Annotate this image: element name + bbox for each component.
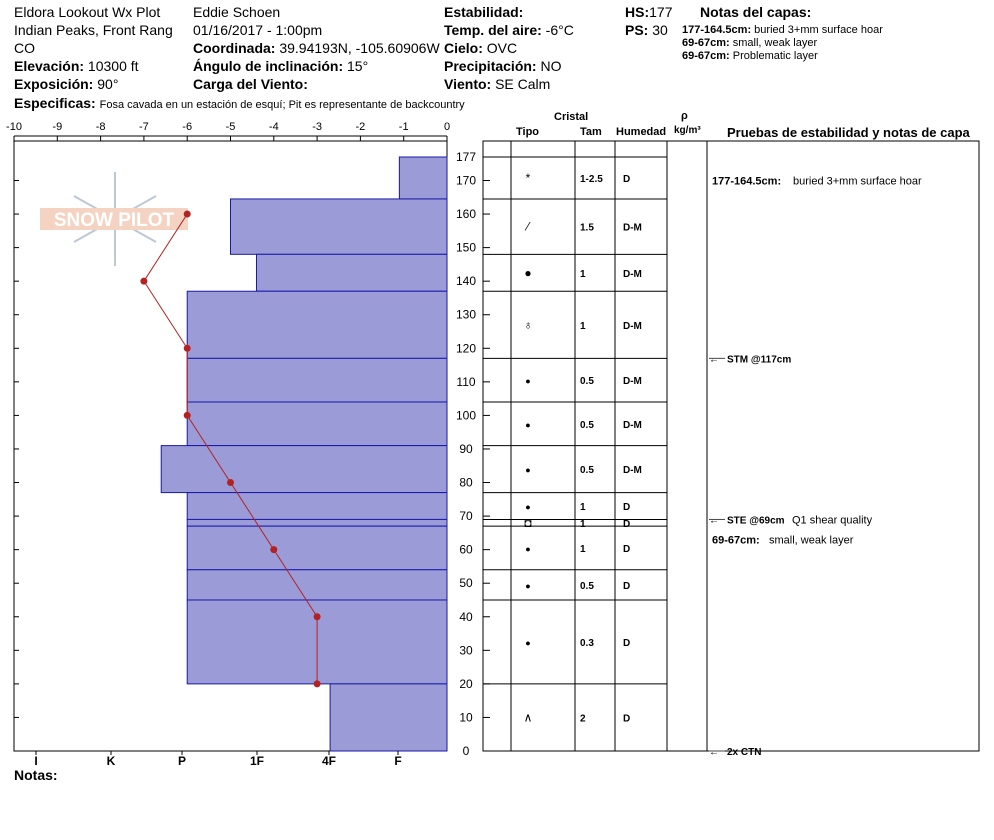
- precip-particle-icon: *: [525, 170, 531, 185]
- depth-tick-label: 50: [459, 576, 473, 591]
- col-humedad: Humedad: [616, 126, 667, 138]
- datetime: 01/16/2017 - 1:00pm: [193, 22, 323, 38]
- col-tests: Pruebas de estabilidad y notas de capa: [727, 125, 970, 140]
- depth-hoar-icon: ∧: [523, 710, 533, 725]
- snowpilot-logo: [40, 172, 188, 266]
- hardness-label: P: [177, 754, 187, 768]
- layer-size: 1: [580, 320, 586, 332]
- stability-label: Estabilidad:: [444, 4, 524, 20]
- hardness-label: F: [394, 754, 402, 768]
- col-tam: Tam: [580, 126, 602, 138]
- temperature-point: [270, 546, 277, 553]
- layer-bar: [161, 446, 447, 493]
- air-temp-row: Temp. del aire: -6°C: [444, 22, 574, 38]
- depth-tick-label: 120: [455, 341, 477, 356]
- depth-tick-label: 0: [462, 744, 470, 758]
- temperature-point: [184, 345, 191, 352]
- layer-row: [524, 318, 642, 332]
- layer-moisture: D: [623, 518, 631, 530]
- layer-size: 1: [580, 268, 586, 280]
- depth-tick-label: 130: [455, 307, 477, 322]
- temp-tick-label: -1: [398, 121, 409, 133]
- temp-tick-label: -8: [95, 121, 106, 133]
- layer-size: 1-2.5: [580, 173, 603, 185]
- rounded-grain-icon: ●: [525, 502, 531, 513]
- layer-moisture: D: [623, 502, 631, 514]
- specifics-row: Especificas: Fosa cavada en un estación de esquí; Pit es representante de backcountry: [14, 95, 465, 111]
- rounded-grain-icon: ●: [525, 376, 531, 387]
- layer-note-value: buried 3+mm surface hoar: [793, 175, 922, 188]
- col-cristal: Cristal: [554, 111, 589, 123]
- col-density-unit: kg/m³: [674, 125, 701, 136]
- layer-bar: [187, 358, 447, 402]
- layer-note-value: small, weak layer: [769, 534, 854, 547]
- depth-tick-label: 30: [459, 643, 473, 658]
- rounded-grain-icon: ●: [525, 419, 531, 430]
- test-label: STE @69cm: [727, 515, 785, 527]
- depth-tick-label: 40: [459, 609, 473, 624]
- layer-size: 1: [580, 502, 586, 514]
- col-rho: ρ: [681, 110, 688, 122]
- depth-tick-label: 70: [459, 509, 473, 524]
- layer-moisture: D-M: [623, 320, 642, 332]
- hardness-label: K: [106, 754, 116, 768]
- test-note: Q1 shear quality: [792, 514, 873, 527]
- rounded-grain-icon: ●: [525, 543, 531, 554]
- temperature-point: [184, 412, 191, 419]
- layer-note-1: 177-164.5cm: buried 3+mm surface hoar: [682, 24, 883, 36]
- mixed-rounded-icon: ●: [524, 265, 532, 280]
- layer-moisture: D: [623, 580, 631, 592]
- layer-moisture: D: [623, 637, 631, 649]
- depth-tick-label: 100: [455, 408, 477, 423]
- layer-note-key: 69-67cm:: [712, 534, 760, 547]
- col-tipo: Tipo: [516, 126, 540, 138]
- elevation-row: Elevación: 10300 ft: [14, 58, 139, 74]
- test-arrow-head: ←: [709, 747, 719, 758]
- test-label: 2x CTN: [727, 747, 762, 758]
- ps-row: PS: 30: [625, 22, 668, 38]
- depth-tick-label: 160: [455, 207, 477, 222]
- depth-tick-label: 170: [455, 173, 477, 188]
- layer-moisture: D-M: [623, 222, 642, 234]
- temp-tick-label: -4: [268, 121, 279, 133]
- layer-size: 0.5: [580, 465, 594, 477]
- temp-tick-label: 0: [443, 121, 451, 133]
- notes-label: Notas:: [14, 767, 58, 783]
- layer-bar: [330, 684, 447, 751]
- temp-tick-label: -2: [355, 121, 366, 133]
- temp-tick-label: -6: [182, 121, 193, 133]
- layer-size: 0.3: [580, 637, 594, 649]
- layer-note: [712, 175, 922, 187]
- coordinate-row: Coordinada: 39.94193N, -105.60906W: [193, 40, 440, 56]
- layer-row: [525, 544, 630, 555]
- rounded-grain-icon: ●: [525, 580, 531, 591]
- temperature-point: [314, 613, 321, 620]
- layer-notes-title: Notas del capas:: [700, 4, 812, 20]
- layer-moisture: D: [623, 713, 631, 725]
- rounding-facet-icon: ♁: [523, 317, 533, 332]
- layer-bar: [231, 199, 448, 254]
- hardness-label: 1F: [249, 754, 265, 768]
- hardness-label: I: [34, 754, 38, 768]
- wind-row: Viento: SE Calm: [444, 76, 551, 92]
- layer-moisture: D: [623, 543, 631, 555]
- depth-tick-label: 20: [459, 676, 473, 691]
- temperature-point: [227, 479, 234, 486]
- wind-load-label: Carga del Viento:: [193, 76, 308, 92]
- layer-bar: [187, 570, 447, 600]
- precip-row: Precipitación: NO: [444, 58, 562, 74]
- hardness-label: 4F: [321, 754, 337, 768]
- temp-tick-label: -10: [6, 121, 22, 133]
- layer-moisture: D-M: [623, 376, 642, 388]
- depth-tick-label: 110: [456, 374, 476, 389]
- temperature-point: [184, 211, 191, 218]
- facet-rounding-icon: ◘: [524, 515, 532, 530]
- layer-bar: [187, 493, 447, 520]
- layer-row: [525, 638, 630, 649]
- state-name: CO: [14, 40, 35, 56]
- layer-note-3: 69-67cm: Problematic layer: [682, 50, 818, 62]
- layer-moisture: D-M: [623, 465, 642, 477]
- area-name: Indian Peaks, Front Rang: [14, 22, 173, 38]
- stability-test: [709, 354, 791, 365]
- stability-test: [709, 514, 873, 526]
- layer-row: [524, 220, 642, 234]
- svg-text:SNOW PILOT: SNOW PILOT: [53, 210, 175, 231]
- test-arrow-head: ←: [709, 354, 719, 366]
- layer-row: [525, 376, 642, 387]
- layer-row: [525, 502, 630, 513]
- layer-row: [524, 516, 630, 530]
- layer-note-2: 69-67cm: small, weak layer: [682, 37, 818, 49]
- site-name: Eldora Lookout Wx Plot: [14, 4, 161, 20]
- decomposing-icon: ⁄: [526, 219, 530, 234]
- temp-tick-label: -3: [312, 121, 322, 133]
- layer-row: [525, 465, 642, 476]
- temperature-point: [314, 680, 321, 687]
- layer-moisture: D: [623, 173, 631, 185]
- layer-bar: [187, 402, 447, 446]
- layer-moisture: D-M: [623, 419, 642, 431]
- temp-tick-label: -7: [139, 121, 149, 133]
- layer-moisture: D-M: [623, 268, 642, 280]
- layer-row: [524, 266, 642, 280]
- observer-name: Eddie Schoen: [193, 4, 281, 20]
- layer-size: 0.5: [580, 419, 594, 431]
- layer-size: 0.5: [580, 580, 594, 592]
- layer-size: 0.5: [580, 376, 594, 388]
- layer-size: 1: [580, 543, 586, 555]
- layer-size: 2: [580, 713, 586, 725]
- layer-note-key: 177-164.5cm:: [712, 175, 782, 188]
- depth-tick-label: 10: [459, 710, 473, 725]
- temp-tick-label: -9: [52, 121, 63, 133]
- hs-row: HS:177: [625, 4, 673, 20]
- layer-size: 1: [580, 518, 586, 530]
- layer-bar: [187, 526, 447, 570]
- layer-bar: [256, 254, 447, 291]
- layer-note: [712, 535, 854, 547]
- slope-row: Ángulo de inclinación: 15°: [193, 58, 369, 74]
- temperature-point: [140, 278, 147, 285]
- depth-tick-label: 150: [455, 240, 477, 255]
- depth-tick-label: 90: [459, 441, 473, 456]
- test-label: STM @117cm: [727, 354, 792, 366]
- layer-bar: [399, 157, 447, 199]
- layer-size: 1.5: [580, 222, 594, 234]
- aspect-row: Exposición: 90°: [14, 76, 119, 92]
- layer-row: [525, 581, 630, 592]
- depth-tick-label: 60: [459, 542, 473, 557]
- rounded-grain-icon: ●: [525, 637, 531, 648]
- stability-test: [709, 747, 761, 758]
- rounded-grain-icon: ●: [525, 465, 531, 476]
- layer-row: [524, 710, 631, 724]
- sky-row: Cielo: OVC: [444, 40, 518, 56]
- depth-tick-label: 80: [459, 475, 473, 490]
- layer-bar: [187, 291, 447, 358]
- depth-tick-label: 140: [455, 274, 477, 289]
- layer-bar: [187, 519, 447, 526]
- temp-tick-label: -5: [225, 121, 236, 133]
- layer-row: [525, 420, 642, 431]
- test-arrow-head: ←: [709, 515, 719, 527]
- depth-tick-label: 177: [455, 150, 477, 164]
